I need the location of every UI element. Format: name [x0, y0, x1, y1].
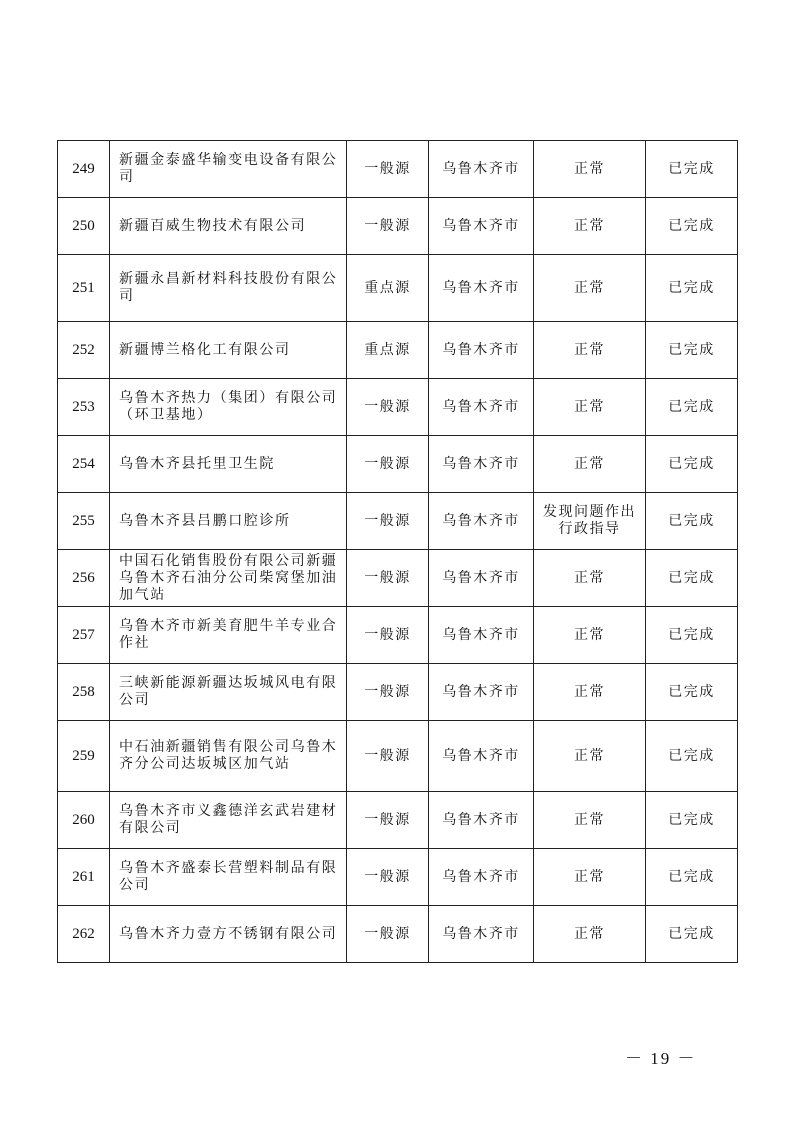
inspection-status: 正常 — [534, 322, 646, 379]
inspection-table — [57, 140, 738, 963]
company-name: 新疆金泰盛华输变电设备有限公司 — [110, 141, 347, 198]
city: 乌鲁木齐市 — [429, 141, 534, 198]
completion-status: 已完成 — [646, 849, 738, 906]
company-name: 乌鲁木齐市新美育肥牛羊专业合作社 — [110, 607, 347, 664]
company-name: 乌鲁木齐热力（集团）有限公司（环卫基地） — [110, 379, 347, 436]
page-number: － 19 － — [625, 1049, 697, 1068]
table-row — [58, 379, 738, 436]
row-number: 262 — [58, 906, 110, 963]
source-type: 重点源 — [347, 255, 429, 322]
company-name: 中石油新疆销售有限公司乌鲁木齐分公司达坂城区加气站 — [110, 721, 347, 792]
row-number: 260 — [58, 792, 110, 849]
city: 乌鲁木齐市 — [429, 493, 534, 550]
table-row — [58, 607, 738, 664]
completion-status: 已完成 — [646, 607, 738, 664]
inspection-status: 正常 — [534, 721, 646, 792]
inspection-status: 正常 — [534, 664, 646, 721]
table-row — [58, 436, 738, 493]
city: 乌鲁木齐市 — [429, 436, 534, 493]
inspection-status: 正常 — [534, 849, 646, 906]
completion-status: 已完成 — [646, 198, 738, 255]
company-name: 中国石化销售股份有限公司新疆乌鲁木齐石油分公司柴窝堡加油加气站 — [110, 550, 347, 607]
table-row — [58, 493, 738, 550]
completion-status: 已完成 — [646, 906, 738, 963]
row-number: 253 — [58, 379, 110, 436]
table-row — [58, 721, 738, 792]
table-row — [58, 255, 738, 322]
table-row — [58, 141, 738, 198]
row-number: 250 — [58, 198, 110, 255]
source-type: 一般源 — [347, 792, 429, 849]
row-number: 258 — [58, 664, 110, 721]
table-row — [58, 198, 738, 255]
city: 乌鲁木齐市 — [429, 255, 534, 322]
company-name: 乌鲁木齐市义鑫德洋玄武岩建材有限公司 — [110, 792, 347, 849]
source-type: 一般源 — [347, 436, 429, 493]
city: 乌鲁木齐市 — [429, 792, 534, 849]
inspection-status: 正常 — [534, 436, 646, 493]
completion-status: 已完成 — [646, 379, 738, 436]
source-type: 重点源 — [347, 322, 429, 379]
company-name: 乌鲁木齐力壹方不锈钢有限公司 — [110, 906, 347, 963]
source-type: 一般源 — [347, 493, 429, 550]
inspection-status: 正常 — [534, 607, 646, 664]
completion-status: 已完成 — [646, 550, 738, 607]
table-row — [58, 550, 738, 607]
table-row — [58, 322, 738, 379]
inspection-status: 正常 — [534, 255, 646, 322]
source-type: 一般源 — [347, 849, 429, 906]
city: 乌鲁木齐市 — [429, 664, 534, 721]
inspection-status: 正常 — [534, 198, 646, 255]
table-row — [58, 906, 738, 963]
source-type: 一般源 — [347, 198, 429, 255]
source-type: 一般源 — [347, 379, 429, 436]
company-name: 乌鲁木齐县吕鹏口腔诊所 — [110, 493, 347, 550]
row-number: 249 — [58, 141, 110, 198]
city: 乌鲁木齐市 — [429, 379, 534, 436]
source-type: 一般源 — [347, 141, 429, 198]
city: 乌鲁木齐市 — [429, 607, 534, 664]
company-name: 新疆博兰格化工有限公司 — [110, 322, 347, 379]
company-name: 乌鲁木齐县托里卫生院 — [110, 436, 347, 493]
table-row — [58, 664, 738, 721]
row-number: 261 — [58, 849, 110, 906]
completion-status: 已完成 — [646, 255, 738, 322]
completion-status: 已完成 — [646, 721, 738, 792]
completion-status: 已完成 — [646, 436, 738, 493]
city: 乌鲁木齐市 — [429, 721, 534, 792]
source-type: 一般源 — [347, 906, 429, 963]
row-number: 259 — [58, 721, 110, 792]
inspection-status: 正常 — [534, 141, 646, 198]
city: 乌鲁木齐市 — [429, 550, 534, 607]
company-name: 新疆百威生物技术有限公司 — [110, 198, 347, 255]
inspection-status: 正常 — [534, 379, 646, 436]
row-number: 251 — [58, 255, 110, 322]
source-type: 一般源 — [347, 607, 429, 664]
source-type: 一般源 — [347, 721, 429, 792]
row-number: 256 — [58, 550, 110, 607]
company-name: 新疆永昌新材料科技股份有限公司 — [110, 255, 347, 322]
completion-status: 已完成 — [646, 664, 738, 721]
completion-status: 已完成 — [646, 322, 738, 379]
completion-status: 已完成 — [646, 493, 738, 550]
row-number: 255 — [58, 493, 110, 550]
completion-status: 已完成 — [646, 792, 738, 849]
row-number: 254 — [58, 436, 110, 493]
city: 乌鲁木齐市 — [429, 906, 534, 963]
table-row — [58, 849, 738, 906]
inspection-status: 发现问题作出行政指导 — [534, 493, 646, 550]
inspection-status: 正常 — [534, 792, 646, 849]
inspection-status: 正常 — [534, 906, 646, 963]
city: 乌鲁木齐市 — [429, 849, 534, 906]
city: 乌鲁木齐市 — [429, 322, 534, 379]
source-type: 一般源 — [347, 550, 429, 607]
row-number: 257 — [58, 607, 110, 664]
source-type: 一般源 — [347, 664, 429, 721]
company-name: 三峡新能源新疆达坂城风电有限公司 — [110, 664, 347, 721]
table-row — [58, 792, 738, 849]
inspection-status: 正常 — [534, 550, 646, 607]
completion-status: 已完成 — [646, 141, 738, 198]
row-number: 252 — [58, 322, 110, 379]
city: 乌鲁木齐市 — [429, 198, 534, 255]
company-name: 乌鲁木齐盛泰长营塑料制品有限公司 — [110, 849, 347, 906]
